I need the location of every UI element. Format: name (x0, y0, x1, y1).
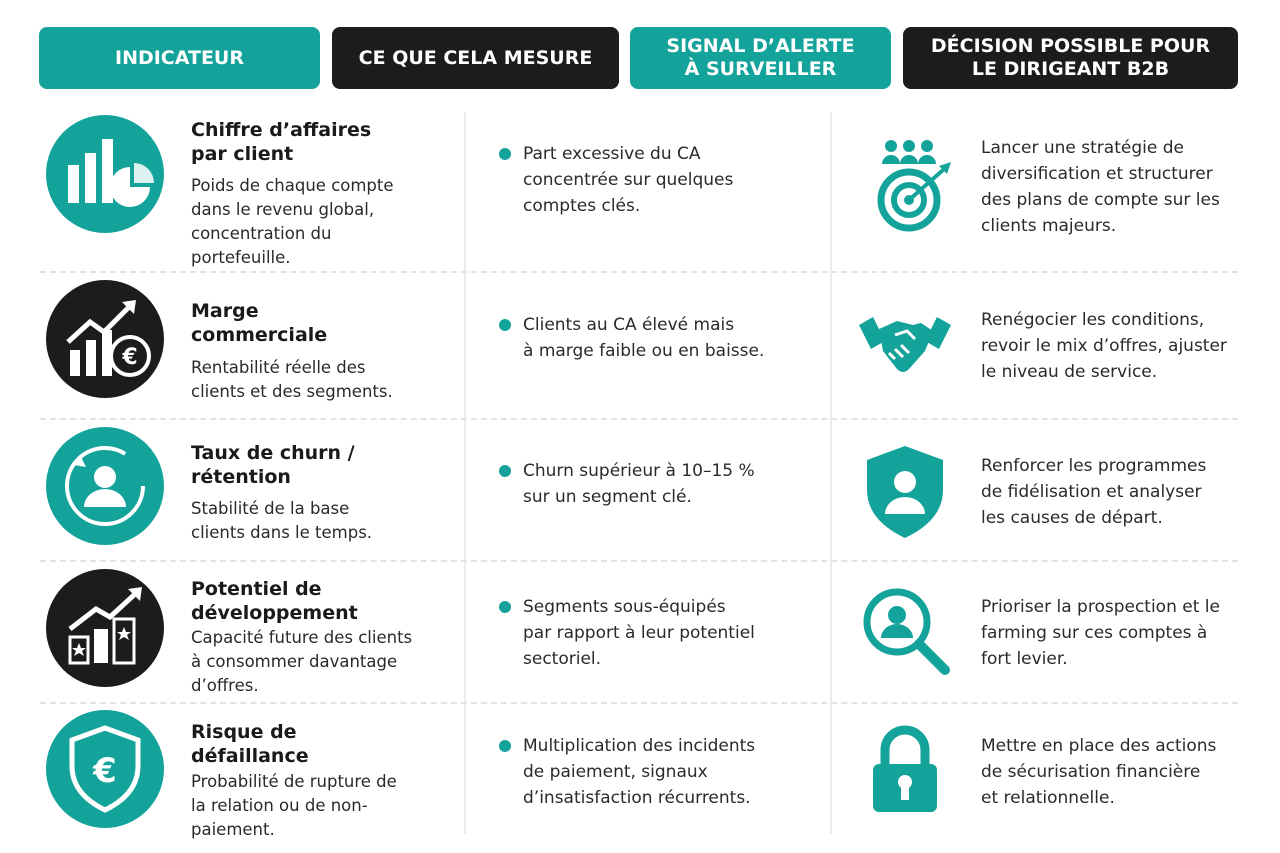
bullet-dot (499, 319, 511, 331)
header-decision (903, 27, 1238, 89)
row-divider (40, 702, 1238, 704)
revenue-chart-icon (46, 115, 164, 233)
row-2-title: Marge commerciale (191, 300, 328, 346)
header-measure-label: CE QUE CELA MESURE (358, 46, 593, 69)
header-decision-label: DÉCISION POSSIBLE POUR LE DIRIGEANT B2B (930, 35, 1211, 80)
bullet-dot (499, 465, 511, 477)
bullet-dot (499, 740, 511, 752)
row-4-title: Potentiel de développement (191, 578, 358, 624)
bullet-dot (499, 601, 511, 613)
svg-text:€: € (122, 345, 138, 370)
row-3-signal-text: Churn supérieur à 10–15 % sur un segment clé. (523, 461, 755, 507)
row-1-title: Chiffre d’affaires par client (191, 119, 372, 165)
margin-growth-euro-icon (46, 280, 164, 398)
row-5-signal-text: Multiplication des incidents de paiement, signaux d’insatisfaction récurrents. (523, 736, 756, 808)
row-1-signal-text: Part excessive du CA concentrée sur quelques comptes clés. (523, 144, 734, 216)
row-1-signal (499, 141, 799, 219)
retention-user-icon (46, 427, 164, 545)
row-5-decision: Mettre en place des actions de sécurisation financière et relationnelle. (981, 736, 1217, 808)
shield-user-icon (855, 442, 955, 542)
row-5-description: Probabilité de rupture de la relation ou de non- paiement. (191, 772, 397, 839)
row-3-decision: Renforcer les programmes de fidélisation et analyser les causes de départ. (981, 456, 1207, 528)
row-2-signal-text: Clients au CA élevé mais à marge faible ou en baisse. (523, 315, 765, 361)
column-divider (464, 112, 466, 834)
row-2-description: Rentabilité réelle des clients et des segments. (191, 358, 393, 401)
row-4-decision: Prioriser la prospection et le farming sur ces comptes à fort levier. (981, 597, 1220, 669)
row-5-signal (499, 733, 799, 811)
shield-euro-icon (46, 710, 164, 828)
svg-text:€: € (93, 751, 117, 791)
header-signal-label: SIGNAL D’ALERTE À SURVEILLER (666, 35, 855, 80)
row-3-title: Taux de churn / rétention (191, 442, 355, 488)
row-4-signal (499, 594, 799, 672)
column-divider (830, 112, 832, 834)
padlock-icon (855, 722, 955, 822)
bullet-dot (499, 148, 511, 160)
row-3-signal (499, 458, 799, 510)
row-1-decision: Lancer une stratégie de diversification et structurer des plans de compte sur les clients majeurs. (981, 138, 1220, 236)
row-3-description: Stabilité de la base clients dans le temps. (191, 499, 373, 542)
target-team-icon (855, 136, 955, 236)
row-divider (40, 418, 1238, 420)
row-1-description: Poids de chaque compte dans le revenu global, concentration du portefeuille. (191, 176, 394, 267)
growth-stars-icon (46, 569, 164, 687)
header-indicator-label: INDICATEUR (115, 46, 244, 69)
row-divider (40, 271, 1238, 273)
row-divider (40, 560, 1238, 562)
handshake-icon (855, 295, 955, 395)
row-2-decision: Renégocier les conditions, revoir le mix d’offres, ajuster le niveau de service. (981, 310, 1227, 382)
header-indicator (39, 27, 320, 89)
header-signal (630, 27, 891, 89)
row-4-signal-text: Segments sous-équipés par rapport à leur potentiel sectoriel. (523, 597, 755, 669)
row-2-signal (499, 312, 799, 364)
header-measure (332, 27, 619, 89)
row-4-description: Capacité future des clients à consommer davantage d’offres. (191, 628, 413, 695)
row-5-title: Risque de défaillance (191, 721, 309, 767)
search-user-icon (855, 582, 955, 682)
